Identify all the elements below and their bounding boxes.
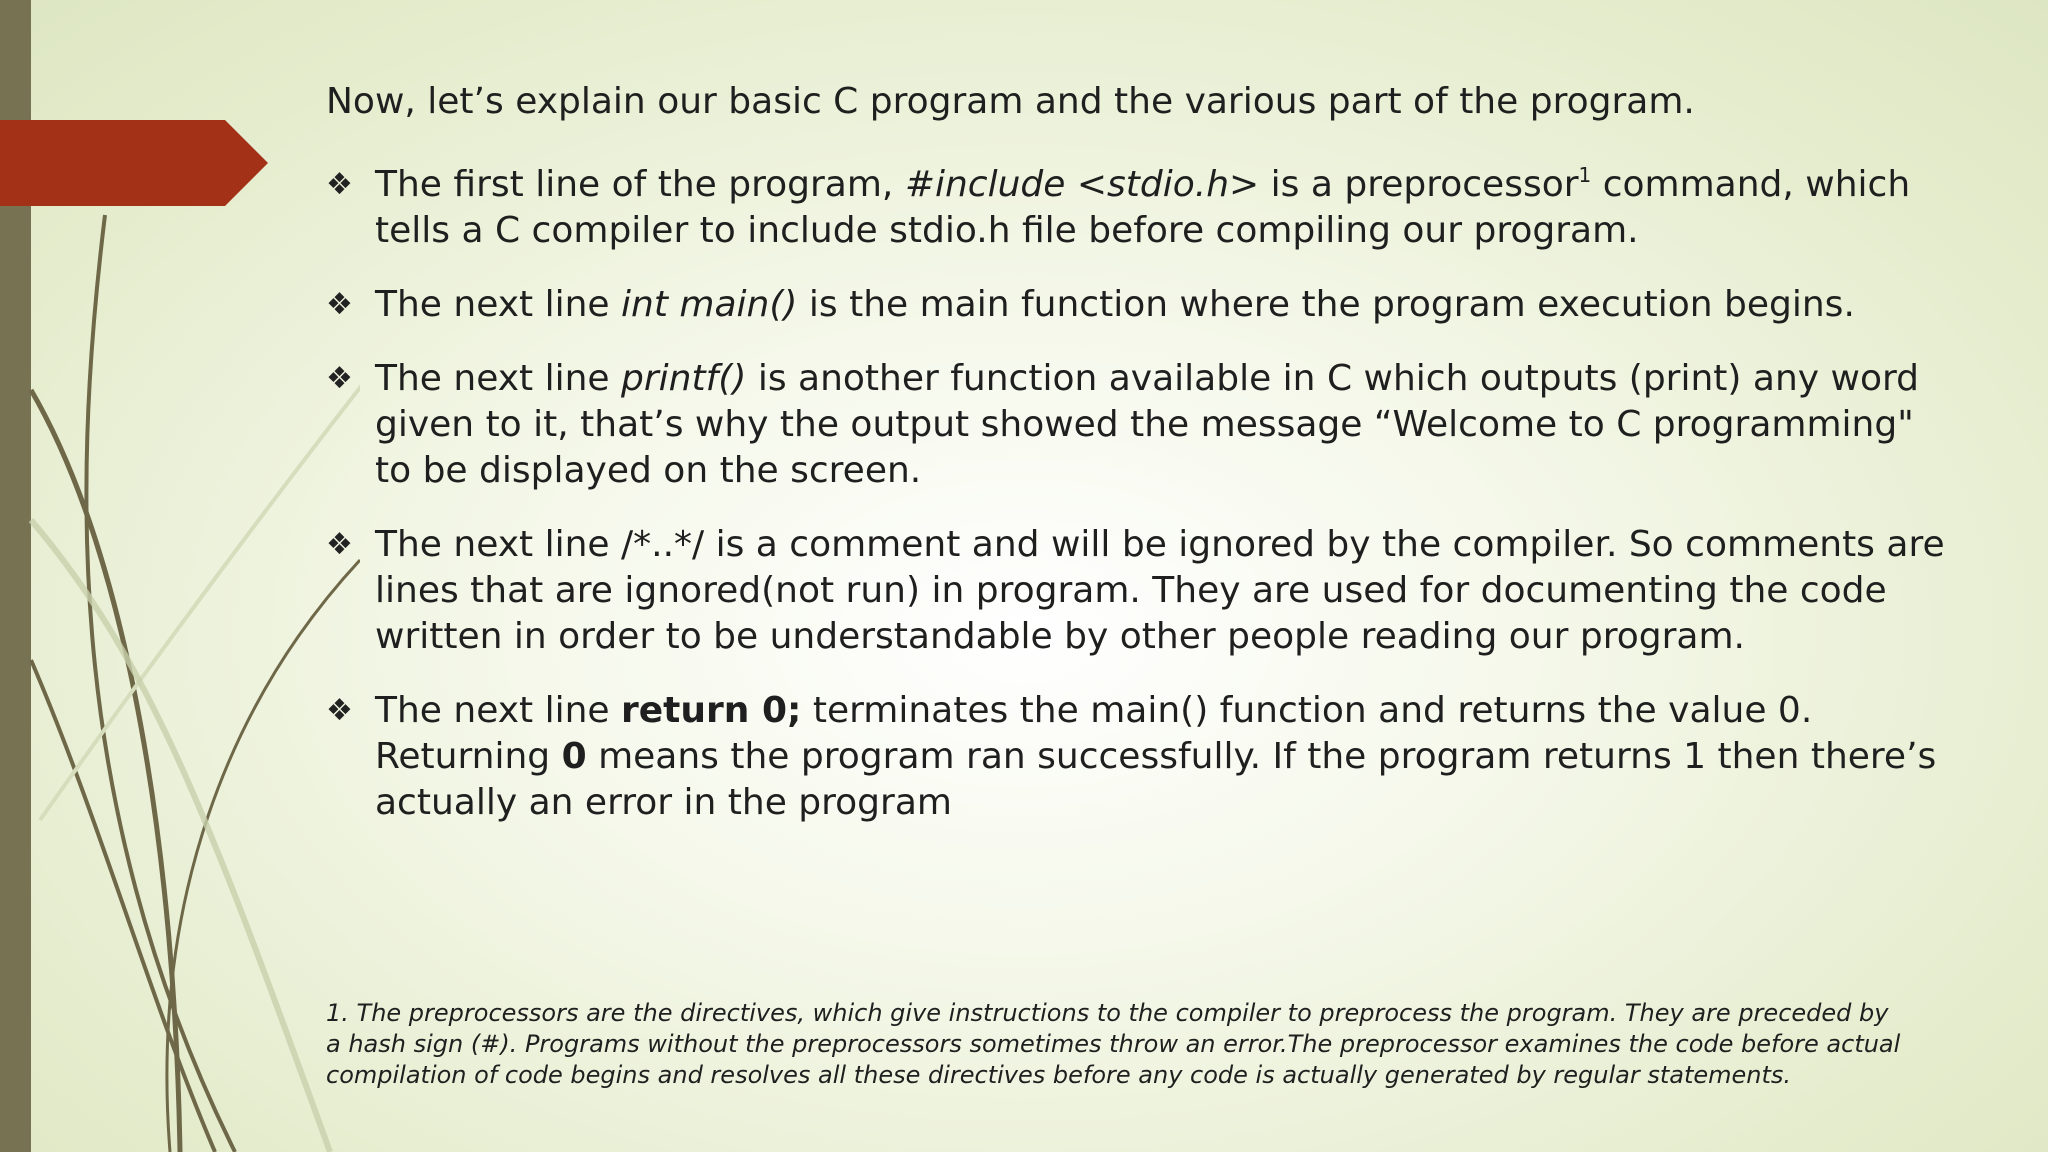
bullet-main-text2: is the main function where the program execution begins. [797, 284, 1855, 325]
bullet-comment-text: The next line /*..*/ is a comment and will be ignored by the compiler. So comments are lines that are ignored(not run) in program. They are used for documenting the code written in order to be understandable by other people reading our program. [375, 524, 1945, 657]
diamond-bullet-icon: ❖ [326, 167, 353, 202]
bullet-return-text2: terminates the main() function and returns the value 0. Returning [375, 690, 1813, 777]
bullet-return-bold1: return 0; [621, 690, 802, 731]
bullet-main-text1: The next line [375, 284, 622, 325]
bullet-printf-text1: The next line [375, 358, 622, 399]
bullet-include-text1: The first line of the program, [375, 164, 905, 205]
diamond-bullet-icon: ❖ [326, 527, 353, 562]
diamond-bullet-icon: ❖ [326, 287, 353, 322]
slide-content [326, 78, 1946, 854]
bullet-main-code: int main() [621, 284, 798, 325]
diamond-bullet-icon: ❖ [326, 693, 353, 728]
bullet-printf [326, 356, 1946, 494]
bullet-list [326, 162, 1946, 826]
bullet-comment [326, 522, 1946, 660]
footnote-ref: 1 [1578, 163, 1592, 187]
bullet-include-text3: command, which tells a C compiler to include stdio.h file before compiling our program. [375, 164, 1911, 251]
bullet-return [326, 688, 1946, 826]
bullet-printf-code: printf() [621, 358, 747, 399]
diamond-bullet-icon: ❖ [326, 361, 353, 396]
bullet-return-text3: means the program ran successfully. If the program returns 1 then there’s actually an error in the program [375, 736, 1937, 823]
bullet-include-code: #include <stdio.h> [904, 164, 1260, 205]
footnote: 1. The preprocessors are the directives, which give instructions to the compiler to preprocess the program. They are preceded by a hash sign (#). Programs without the preprocessors sometimes throw an error.The preprocessor examines the code before actual compilation of code begins and resolves all these directives before any code is actually generated by regular statements. [326, 999, 1901, 1089]
red-pentagon-flag [0, 120, 268, 206]
bullet-include [326, 162, 1946, 254]
bullet-include-text2: is a preprocessor [1259, 164, 1579, 205]
bullet-return-text1: The next line [375, 690, 622, 731]
bullet-printf-text2: is another function available in C which outputs (print) any word given to it, that’s why the output showed the message “Welcome to C programming" to be displayed on the screen. [375, 358, 1920, 491]
bullet-return-bold2: 0 [561, 736, 587, 777]
intro-text: Now, let’s explain our basic C program and the various part of the program. [326, 81, 1695, 122]
bullet-main [326, 282, 1946, 328]
